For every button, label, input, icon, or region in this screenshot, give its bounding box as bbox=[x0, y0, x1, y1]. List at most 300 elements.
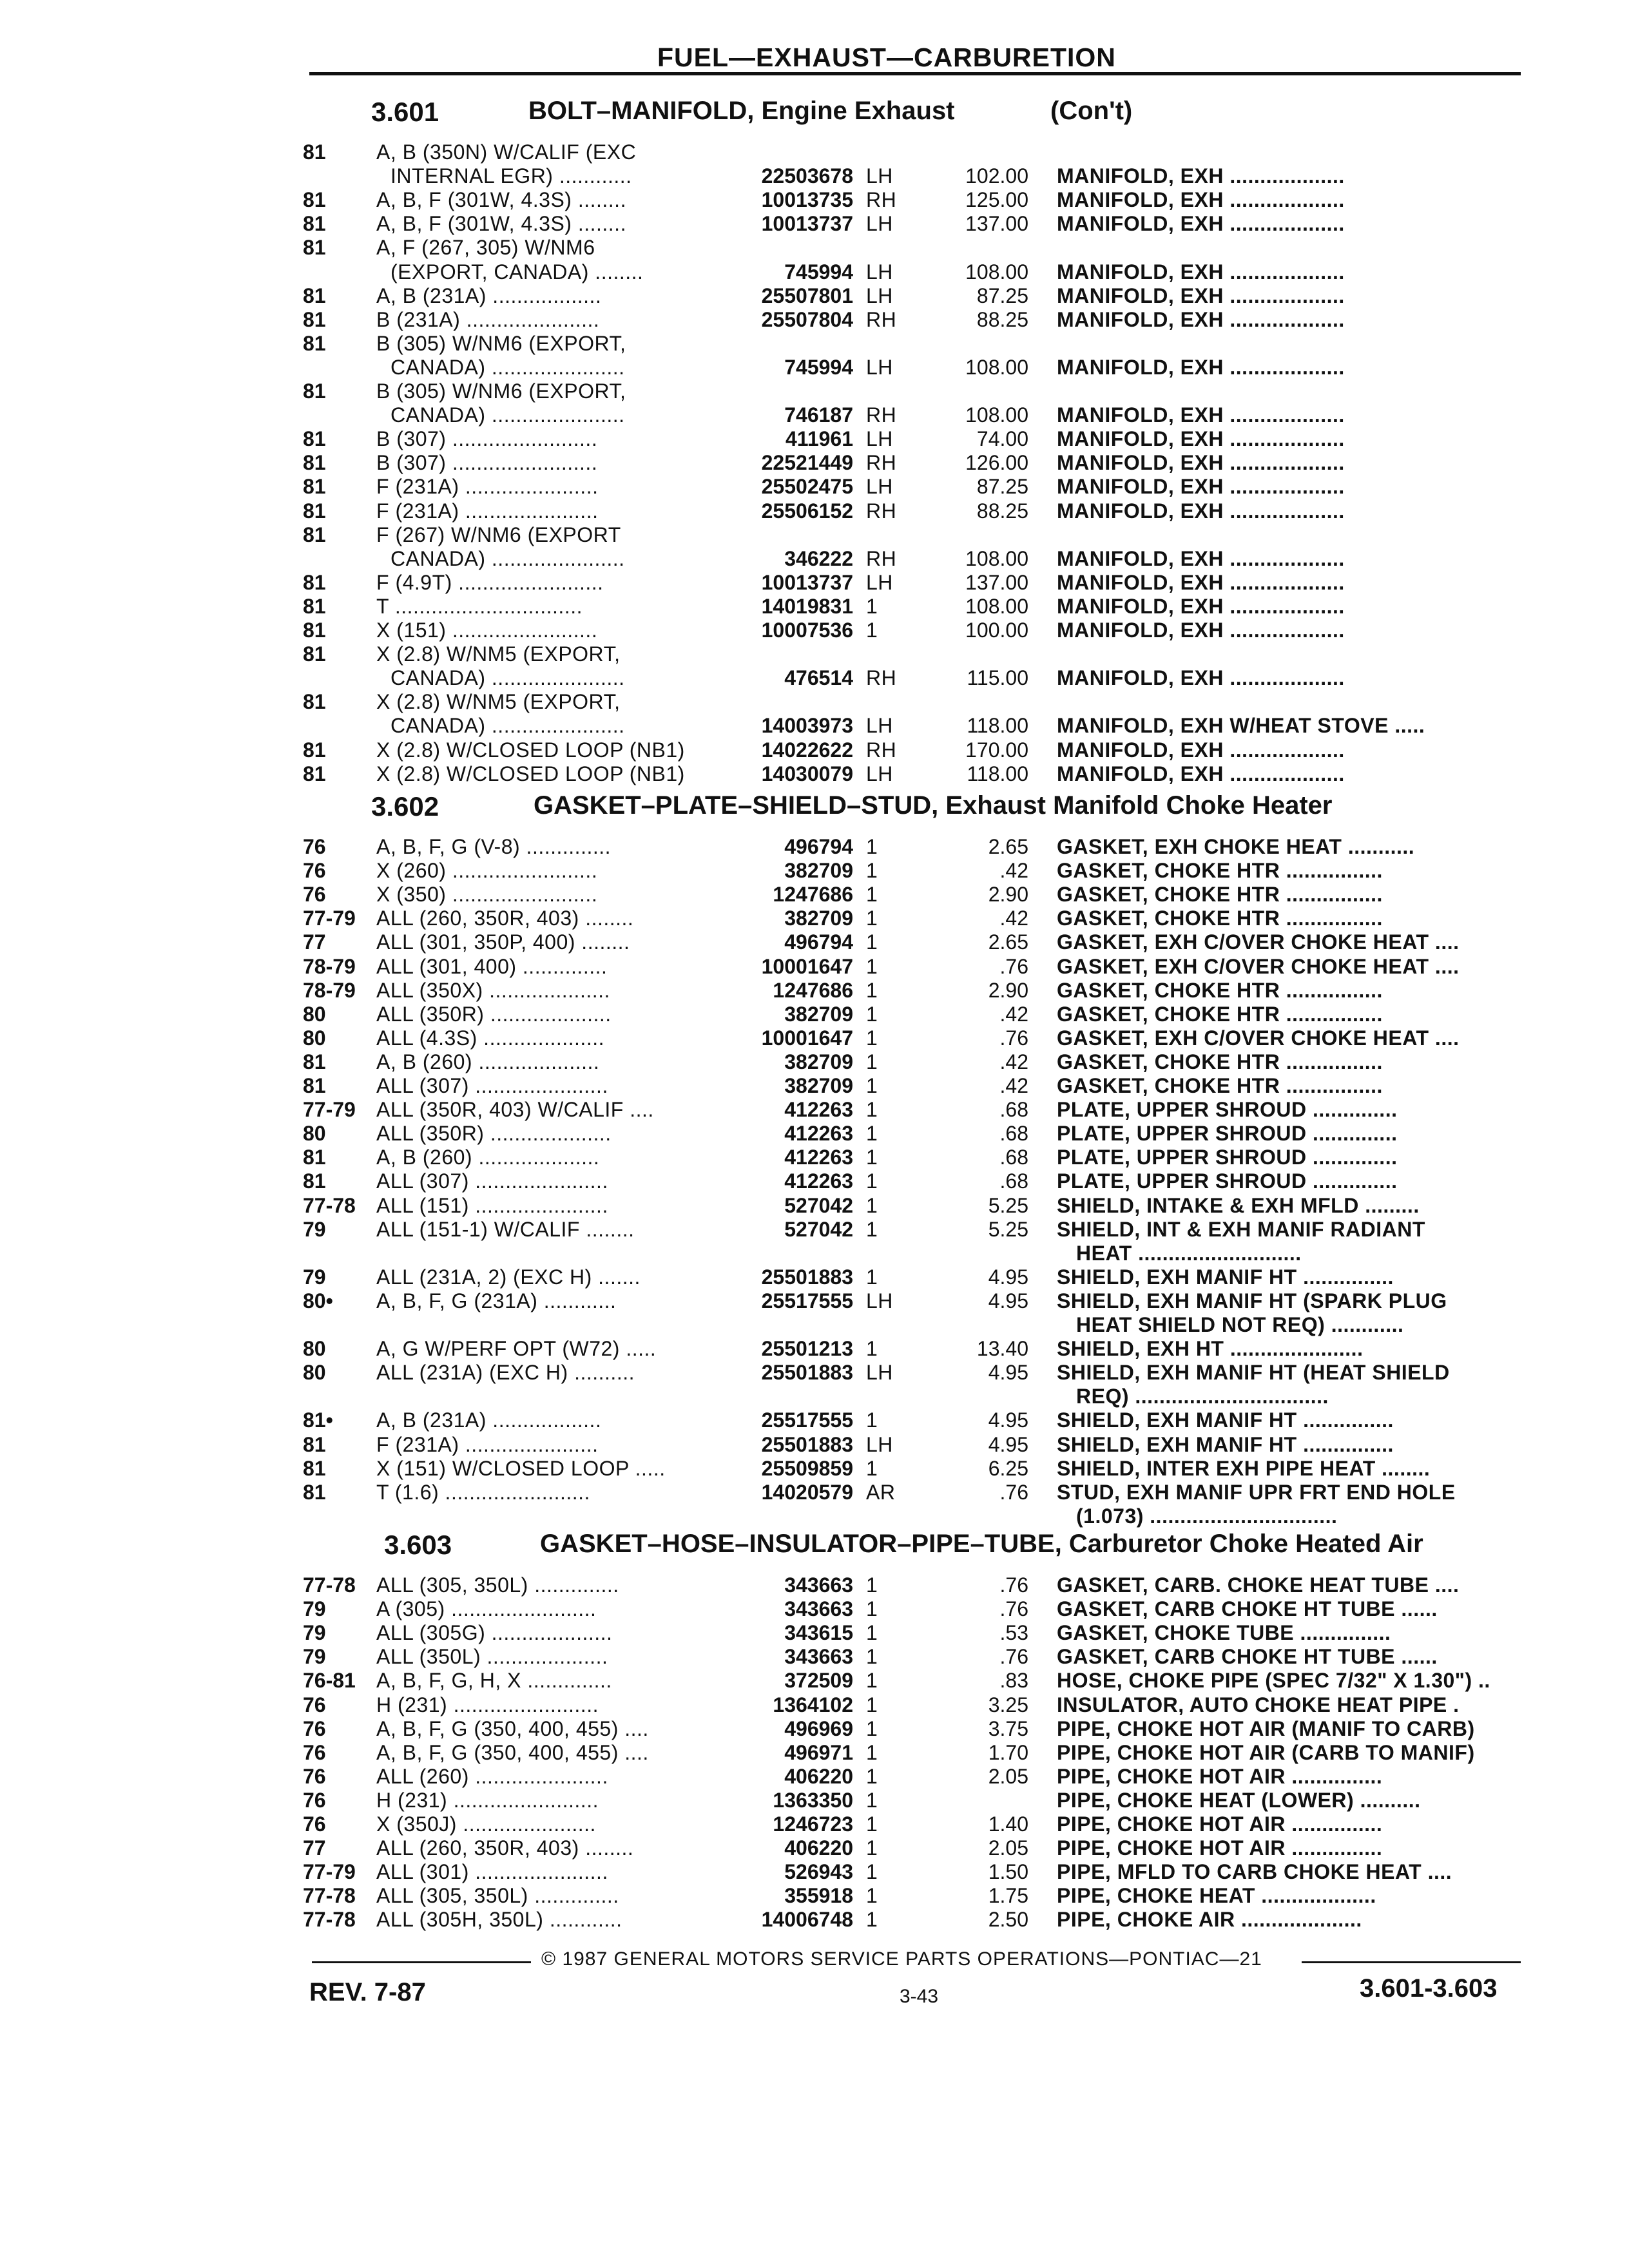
part-number: 382709 bbox=[784, 1050, 853, 1073]
description: PLATE, UPPER SHROUD .............. bbox=[1057, 1169, 1398, 1193]
description: SHIELD, INTAKE & EXH MFLD ......... bbox=[1057, 1194, 1420, 1217]
description: GASKET, CHOKE TUBE ............... bbox=[1057, 1621, 1391, 1644]
part-number: 25501213 bbox=[761, 1337, 853, 1360]
application-continued: CANADA) ...................... bbox=[390, 403, 625, 427]
description: GASKET, EXH C/OVER CHOKE HEAT .... bbox=[1057, 1026, 1460, 1050]
application: ALL (151-1) W/CALIF ........ bbox=[376, 1218, 635, 1241]
application: X (2.8) W/CLOSED LOOP (NB1) bbox=[376, 738, 685, 762]
quantity: 1 bbox=[866, 619, 878, 642]
quantity: 1 bbox=[866, 1146, 878, 1169]
model-year: 76 bbox=[303, 883, 326, 906]
price: 2.65 bbox=[988, 835, 1028, 858]
description: GASKET, EXH C/OVER CHOKE HEAT .... bbox=[1057, 955, 1460, 978]
description: PIPE, CHOKE HOT AIR ............... bbox=[1057, 1765, 1383, 1788]
description: MANIFOLD, EXH ................... bbox=[1057, 475, 1345, 498]
price: 13.40 bbox=[976, 1337, 1028, 1360]
price: .68 bbox=[999, 1098, 1028, 1121]
description: PLATE, UPPER SHROUD .............. bbox=[1057, 1098, 1398, 1121]
price: 118.00 bbox=[967, 762, 1028, 785]
description: MANIFOLD, EXH ................... bbox=[1057, 666, 1345, 689]
part-number: 25506152 bbox=[761, 499, 853, 523]
quantity: LH bbox=[866, 284, 893, 307]
model-year: 81 bbox=[303, 1457, 326, 1480]
model-year: 77-79 bbox=[303, 1098, 356, 1121]
model-year: 81 bbox=[303, 308, 326, 331]
description: MANIFOLD, EXH ................... bbox=[1057, 308, 1345, 331]
price: 87.25 bbox=[976, 284, 1028, 307]
application: H (231) ........................ bbox=[376, 1693, 599, 1716]
model-year: 81 bbox=[303, 475, 326, 498]
quantity: 1 bbox=[866, 1693, 878, 1716]
footer-rule-left bbox=[312, 1961, 531, 1963]
price: .42 bbox=[999, 1003, 1028, 1026]
model-year: 77-78 bbox=[303, 1884, 356, 1907]
part-number: 355918 bbox=[784, 1884, 853, 1907]
quantity: 1 bbox=[866, 1169, 878, 1193]
application: B (231A) ...................... bbox=[376, 308, 600, 331]
part-number: 527042 bbox=[784, 1218, 853, 1241]
quantity: LH bbox=[866, 571, 893, 594]
price: 126.00 bbox=[965, 451, 1028, 474]
quantity: 1 bbox=[866, 1194, 878, 1217]
model-year: 76 bbox=[303, 1693, 326, 1716]
application: X (350) ........................ bbox=[376, 883, 598, 906]
description: SHIELD, INT & EXH MANIF RADIANT bbox=[1057, 1218, 1425, 1241]
quantity: LH bbox=[866, 1433, 893, 1456]
application: ALL (350X) .................... bbox=[376, 979, 610, 1002]
section-number: 3.603 bbox=[384, 1530, 452, 1560]
application: ALL (231A) (EXC H) .......... bbox=[376, 1361, 635, 1384]
description: PIPE, CHOKE HOT AIR ............... bbox=[1057, 1812, 1383, 1836]
description: PLATE, UPPER SHROUD .............. bbox=[1057, 1122, 1398, 1145]
price: .76 bbox=[999, 955, 1028, 978]
application: ALL (4.3S) .................... bbox=[376, 1026, 604, 1050]
price: 1.40 bbox=[988, 1812, 1028, 1836]
application: ALL (231A, 2) (EXC H) ....... bbox=[376, 1265, 641, 1289]
model-year: 81 bbox=[303, 427, 326, 450]
model-year: 79 bbox=[303, 1621, 326, 1644]
price: .68 bbox=[999, 1122, 1028, 1145]
model-year: 81 bbox=[303, 571, 326, 594]
section-title: BOLT–MANIFOLD, Engine Exhaust bbox=[528, 97, 955, 125]
application: T (1.6) ........................ bbox=[376, 1481, 590, 1504]
description: MANIFOLD, EXH ................... bbox=[1057, 595, 1345, 618]
application: F (231A) ...................... bbox=[376, 475, 599, 498]
quantity: RH bbox=[866, 499, 897, 523]
quantity: LH bbox=[866, 475, 893, 498]
quantity: RH bbox=[866, 403, 897, 427]
quantity: LH bbox=[866, 260, 893, 284]
description: MANIFOLD, EXH ................... bbox=[1057, 762, 1345, 785]
model-year: 80 bbox=[303, 1337, 326, 1360]
quantity: LH bbox=[866, 714, 893, 737]
application: ALL (305H, 350L) ............ bbox=[376, 1908, 622, 1931]
description: PIPE, CHOKE HOT AIR (CARB TO MANIF) bbox=[1057, 1741, 1475, 1764]
quantity: 1 bbox=[866, 1408, 878, 1432]
description: GASKET, EXH CHOKE HEAT ........... bbox=[1057, 835, 1415, 858]
quantity: 1 bbox=[866, 1074, 878, 1097]
quantity: LH bbox=[866, 1361, 893, 1384]
part-number: 25501883 bbox=[761, 1265, 853, 1289]
application: A, B, F, G, H, X .............. bbox=[376, 1669, 612, 1692]
application: F (231A) ...................... bbox=[376, 499, 599, 523]
part-number: 496794 bbox=[784, 930, 853, 954]
application: A, F (267, 305) W/NM6 bbox=[376, 236, 595, 259]
description: PIPE, CHOKE HOT AIR ............... bbox=[1057, 1836, 1383, 1860]
model-year: 78-79 bbox=[303, 955, 356, 978]
part-number: 496969 bbox=[784, 1717, 853, 1740]
application: A, B (260) .................... bbox=[376, 1050, 600, 1073]
description: MANIFOLD, EXH ................... bbox=[1057, 260, 1345, 284]
application: ALL (301, 400) .............. bbox=[376, 955, 608, 978]
model-year: 81 bbox=[303, 738, 326, 762]
quantity: 1 bbox=[866, 1050, 878, 1073]
price: 125.00 bbox=[965, 188, 1028, 211]
quantity: 1 bbox=[866, 930, 878, 954]
quantity: 1 bbox=[866, 1218, 878, 1241]
part-number: 382709 bbox=[784, 907, 853, 930]
description-continued: (1.073) ............................... bbox=[1076, 1504, 1338, 1528]
model-year: 77 bbox=[303, 930, 326, 954]
application: A, B, F, G (350, 400, 455) .... bbox=[376, 1741, 649, 1764]
description: GASKET, CHOKE HTR ................ bbox=[1057, 883, 1383, 906]
description: GASKET, CARB CHOKE HT TUBE ...... bbox=[1057, 1645, 1438, 1668]
part-number: 14019831 bbox=[761, 595, 853, 618]
application: X (151) ........................ bbox=[376, 619, 598, 642]
quantity: LH bbox=[866, 356, 893, 379]
quantity: 1 bbox=[866, 1669, 878, 1692]
price: 6.25 bbox=[988, 1457, 1028, 1480]
part-number: 346222 bbox=[784, 547, 853, 570]
description: GASKET, CHOKE HTR ................ bbox=[1057, 979, 1383, 1002]
part-number: 14003973 bbox=[761, 714, 853, 737]
application: F (231A) ...................... bbox=[376, 1433, 599, 1456]
model-year: 81 bbox=[303, 284, 326, 307]
part-number: 22503678 bbox=[761, 164, 853, 187]
price: 102.00 bbox=[965, 164, 1028, 187]
application: A, B (260) .................... bbox=[376, 1146, 600, 1169]
description: PLATE, UPPER SHROUD .............. bbox=[1057, 1146, 1398, 1169]
part-number: 412263 bbox=[784, 1098, 853, 1121]
application: ALL (350R, 403) W/CALIF .... bbox=[376, 1098, 654, 1121]
quantity: 1 bbox=[866, 1337, 878, 1360]
description: SHIELD, EXH MANIF HT ............... bbox=[1057, 1408, 1394, 1432]
application: ALL (305, 350L) .............. bbox=[376, 1884, 619, 1907]
price: .68 bbox=[999, 1146, 1028, 1169]
description: GASKET, CARB. CHOKE HEAT TUBE .... bbox=[1057, 1573, 1460, 1597]
application: X (2.8) W/NM5 (EXPORT, bbox=[376, 690, 621, 713]
price: .76 bbox=[999, 1645, 1028, 1668]
price: 1.70 bbox=[988, 1741, 1028, 1764]
price: 87.25 bbox=[976, 475, 1028, 498]
description: MANIFOLD, EXH ................... bbox=[1057, 284, 1345, 307]
part-number: 10013737 bbox=[761, 212, 853, 235]
description: MANIFOLD, EXH ................... bbox=[1057, 499, 1345, 523]
price: 4.95 bbox=[988, 1361, 1028, 1384]
application-continued: (EXPORT, CANADA) ........ bbox=[390, 260, 644, 284]
description: SHIELD, EXH MANIF HT ............... bbox=[1057, 1265, 1394, 1289]
model-year: 81 bbox=[303, 380, 326, 403]
quantity: 1 bbox=[866, 1573, 878, 1597]
application: X (2.8) W/CLOSED LOOP (NB1) bbox=[376, 762, 685, 785]
part-number: 25509859 bbox=[761, 1457, 853, 1480]
description: MANIFOLD, EXH ................... bbox=[1057, 619, 1345, 642]
application: A, G W/PERF OPT (W72) ..... bbox=[376, 1337, 657, 1360]
price: 1.75 bbox=[988, 1884, 1028, 1907]
part-number: 496971 bbox=[784, 1741, 853, 1764]
description: SHIELD, EXH MANIF HT (HEAT SHIELD bbox=[1057, 1361, 1450, 1384]
application: A, B, F (301W, 4.3S) ........ bbox=[376, 188, 626, 211]
application-continued: INTERNAL EGR) ............ bbox=[390, 164, 632, 187]
price: 2.90 bbox=[988, 883, 1028, 906]
model-year: 77-78 bbox=[303, 1573, 356, 1597]
model-year: 77-78 bbox=[303, 1194, 356, 1217]
model-year: 81 bbox=[303, 762, 326, 785]
application: A, B (350N) W/CALIF (EXC bbox=[376, 140, 637, 164]
application: H (231) ........................ bbox=[376, 1789, 599, 1812]
application: B (307) ........................ bbox=[376, 427, 598, 450]
price: 108.00 bbox=[965, 547, 1028, 570]
application: ALL (305, 350L) .............. bbox=[376, 1573, 619, 1597]
model-year: 81 bbox=[303, 188, 326, 211]
revision-label: REV. 7-87 bbox=[309, 1978, 426, 2006]
application: F (267) W/NM6 (EXPORT bbox=[376, 523, 621, 546]
application: ALL (350R) .................... bbox=[376, 1003, 612, 1026]
price: .68 bbox=[999, 1169, 1028, 1193]
part-number: 372509 bbox=[784, 1669, 853, 1692]
price: 4.95 bbox=[988, 1265, 1028, 1289]
part-number: 14006748 bbox=[761, 1908, 853, 1931]
price: .76 bbox=[999, 1597, 1028, 1620]
quantity: 1 bbox=[866, 1812, 878, 1836]
part-number: 1363350 bbox=[773, 1789, 853, 1812]
description: GASKET, CHOKE HTR ................ bbox=[1057, 1074, 1383, 1097]
price: 2.90 bbox=[988, 979, 1028, 1002]
description: SHIELD, EXH MANIF HT (SPARK PLUG bbox=[1057, 1289, 1447, 1312]
application: ALL (307) ...................... bbox=[376, 1169, 608, 1193]
quantity: 1 bbox=[866, 1003, 878, 1026]
description: MANIFOLD, EXH ................... bbox=[1057, 427, 1345, 450]
model-year: 81 bbox=[303, 1146, 326, 1169]
quantity: RH bbox=[866, 738, 897, 762]
quantity: 1 bbox=[866, 859, 878, 882]
part-number: 1247686 bbox=[773, 883, 853, 906]
quantity: LH bbox=[866, 164, 893, 187]
price: 170.00 bbox=[965, 738, 1028, 762]
part-number: 10013737 bbox=[761, 571, 853, 594]
part-number: 10001647 bbox=[761, 955, 853, 978]
model-year: 79 bbox=[303, 1218, 326, 1241]
part-number: 412263 bbox=[784, 1122, 853, 1145]
application: ALL (305G) .................... bbox=[376, 1621, 613, 1644]
quantity: RH bbox=[866, 451, 897, 474]
model-year: 81• bbox=[303, 1408, 333, 1432]
page-header-title: FUEL—EXHAUST—CARBURETION bbox=[657, 43, 1116, 72]
quantity: RH bbox=[866, 308, 897, 331]
application: B (305) W/NM6 (EXPORT, bbox=[376, 380, 626, 403]
model-year: 81 bbox=[303, 1481, 326, 1504]
price: .53 bbox=[999, 1621, 1028, 1644]
application: F (4.9T) ........................ bbox=[376, 571, 604, 594]
application: X (2.8) W/NM5 (EXPORT, bbox=[376, 642, 621, 666]
part-number: 25501883 bbox=[761, 1361, 853, 1384]
quantity: 1 bbox=[866, 883, 878, 906]
price: 108.00 bbox=[965, 595, 1028, 618]
price: 74.00 bbox=[976, 427, 1028, 450]
model-year: 76 bbox=[303, 1789, 326, 1812]
price: 4.95 bbox=[988, 1289, 1028, 1312]
price: 137.00 bbox=[965, 571, 1028, 594]
price: 88.25 bbox=[976, 499, 1028, 523]
part-number: 412263 bbox=[784, 1169, 853, 1193]
application: A, B, F, G (231A) ............ bbox=[376, 1289, 617, 1312]
price: .76 bbox=[999, 1573, 1028, 1597]
part-number: 526943 bbox=[784, 1860, 853, 1883]
part-number: 476514 bbox=[784, 666, 853, 689]
quantity: LH bbox=[866, 427, 893, 450]
quantity: 1 bbox=[866, 1122, 878, 1145]
section-title: GASKET–HOSE–INSULATOR–PIPE–TUBE, Carburetor Choke Heated Air bbox=[540, 1530, 1423, 1558]
price: 137.00 bbox=[965, 212, 1028, 235]
model-year: 81 bbox=[303, 1169, 326, 1193]
price: 4.95 bbox=[988, 1433, 1028, 1456]
description: MANIFOLD, EXH ................... bbox=[1057, 547, 1345, 570]
application: ALL (151) ...................... bbox=[376, 1194, 608, 1217]
description: MANIFOLD, EXH ................... bbox=[1057, 571, 1345, 594]
model-year: 81 bbox=[303, 140, 326, 164]
description: HOSE, CHOKE PIPE (SPEC 7/32" X 1.30") .. bbox=[1057, 1669, 1490, 1692]
section-continued-label: (Con't) bbox=[1050, 97, 1133, 125]
part-number: 496794 bbox=[784, 835, 853, 858]
quantity: 1 bbox=[866, 1789, 878, 1812]
description-continued: HEAT SHIELD NOT REQ) ............ bbox=[1076, 1313, 1404, 1336]
part-number: 25517555 bbox=[761, 1289, 853, 1312]
price: 3.75 bbox=[988, 1717, 1028, 1740]
price: 2.50 bbox=[988, 1908, 1028, 1931]
model-year: 79 bbox=[303, 1265, 326, 1289]
description: GASKET, CHOKE HTR ................ bbox=[1057, 859, 1383, 882]
part-number: 25507804 bbox=[761, 308, 853, 331]
model-year: 76 bbox=[303, 1812, 326, 1836]
model-year: 81 bbox=[303, 1074, 326, 1097]
description: PIPE, MFLD TO CARB CHOKE HEAT .... bbox=[1057, 1860, 1452, 1883]
part-number: 382709 bbox=[784, 1074, 853, 1097]
description: SHIELD, INTER EXH PIPE HEAT ........ bbox=[1057, 1457, 1431, 1480]
model-year: 77-79 bbox=[303, 1860, 356, 1883]
quantity: 1 bbox=[866, 1860, 878, 1883]
model-year: 79 bbox=[303, 1645, 326, 1668]
description: MANIFOLD, EXH ................... bbox=[1057, 403, 1345, 427]
application: ALL (307) ...................... bbox=[376, 1074, 608, 1097]
quantity: AR bbox=[866, 1481, 896, 1504]
quantity: LH bbox=[866, 762, 893, 785]
description: MANIFOLD, EXH ................... bbox=[1057, 451, 1345, 474]
price: 5.25 bbox=[988, 1194, 1028, 1217]
model-year: 81 bbox=[303, 595, 326, 618]
quantity: 1 bbox=[866, 1645, 878, 1668]
description: MANIFOLD, EXH ................... bbox=[1057, 212, 1345, 235]
quantity: 1 bbox=[866, 1621, 878, 1644]
application: ALL (260, 350R, 403) ........ bbox=[376, 907, 634, 930]
price: .42 bbox=[999, 1050, 1028, 1073]
part-number: 25501883 bbox=[761, 1433, 853, 1456]
model-year: 81 bbox=[303, 690, 326, 713]
model-year: 81 bbox=[303, 332, 326, 355]
part-number: 1364102 bbox=[773, 1693, 853, 1716]
application-continued: CANADA) ...................... bbox=[390, 547, 625, 570]
price: 3.25 bbox=[988, 1693, 1028, 1716]
model-year: 76 bbox=[303, 1741, 326, 1764]
description: PIPE, CHOKE HEAT ................... bbox=[1057, 1884, 1376, 1907]
model-year: 76-81 bbox=[303, 1669, 356, 1692]
description: GASKET, CARB CHOKE HT TUBE ...... bbox=[1057, 1597, 1438, 1620]
price: 108.00 bbox=[965, 403, 1028, 427]
part-number: 746187 bbox=[784, 403, 853, 427]
application-continued: CANADA) ...................... bbox=[390, 356, 625, 379]
model-year: 81 bbox=[303, 619, 326, 642]
quantity: 1 bbox=[866, 1026, 878, 1050]
quantity: LH bbox=[866, 1289, 893, 1312]
model-year: 76 bbox=[303, 1765, 326, 1788]
quantity: 1 bbox=[866, 1717, 878, 1740]
application: A, B (231A) .................. bbox=[376, 284, 602, 307]
section-number: 3.601 bbox=[371, 97, 439, 127]
model-year: 79 bbox=[303, 1597, 326, 1620]
footer-rule-right bbox=[1302, 1961, 1521, 1963]
quantity: 1 bbox=[866, 1265, 878, 1289]
part-number: 14020579 bbox=[761, 1481, 853, 1504]
part-number: 10007536 bbox=[761, 619, 853, 642]
price: .76 bbox=[999, 1481, 1028, 1504]
application: ALL (301) ...................... bbox=[376, 1860, 608, 1883]
description: MANIFOLD, EXH ................... bbox=[1057, 188, 1345, 211]
quantity: 1 bbox=[866, 1597, 878, 1620]
part-number: 10001647 bbox=[761, 1026, 853, 1050]
part-number: 14030079 bbox=[761, 762, 853, 785]
model-year: 80• bbox=[303, 1289, 333, 1312]
part-number: 745994 bbox=[784, 356, 853, 379]
model-year: 80 bbox=[303, 1026, 326, 1050]
quantity: 1 bbox=[866, 1741, 878, 1764]
section-range: 3.601-3.603 bbox=[1360, 1974, 1498, 2003]
part-number: 14022622 bbox=[761, 738, 853, 762]
price: 88.25 bbox=[976, 308, 1028, 331]
part-number: 25502475 bbox=[761, 475, 853, 498]
part-number: 1247686 bbox=[773, 979, 853, 1002]
quantity: 1 bbox=[866, 1457, 878, 1480]
price: 108.00 bbox=[965, 260, 1028, 284]
application: A, B (231A) .................. bbox=[376, 1408, 602, 1432]
part-number: 527042 bbox=[784, 1194, 853, 1217]
description: PIPE, CHOKE HOT AIR (MANIF TO CARB) bbox=[1057, 1717, 1475, 1740]
model-year: 81 bbox=[303, 523, 326, 546]
quantity: LH bbox=[866, 212, 893, 235]
model-year: 80 bbox=[303, 1003, 326, 1026]
model-year: 76 bbox=[303, 859, 326, 882]
description: PIPE, CHOKE AIR .................... bbox=[1057, 1908, 1362, 1931]
application-continued: CANADA) ...................... bbox=[390, 666, 625, 689]
quantity: 1 bbox=[866, 907, 878, 930]
part-number: 343615 bbox=[784, 1621, 853, 1644]
model-year: 77 bbox=[303, 1836, 326, 1860]
copyright-notice: © 1987 GENERAL MOTORS SERVICE PARTS OPERATIONS—PONTIAC—21 bbox=[541, 1948, 1262, 1970]
application: ALL (260, 350R, 403) ........ bbox=[376, 1836, 634, 1860]
application: X (350J) ...................... bbox=[376, 1812, 596, 1836]
model-year: 76 bbox=[303, 835, 326, 858]
quantity: 1 bbox=[866, 979, 878, 1002]
price: 4.95 bbox=[988, 1408, 1028, 1432]
application: A, B, F, G (350, 400, 455) .... bbox=[376, 1717, 649, 1740]
